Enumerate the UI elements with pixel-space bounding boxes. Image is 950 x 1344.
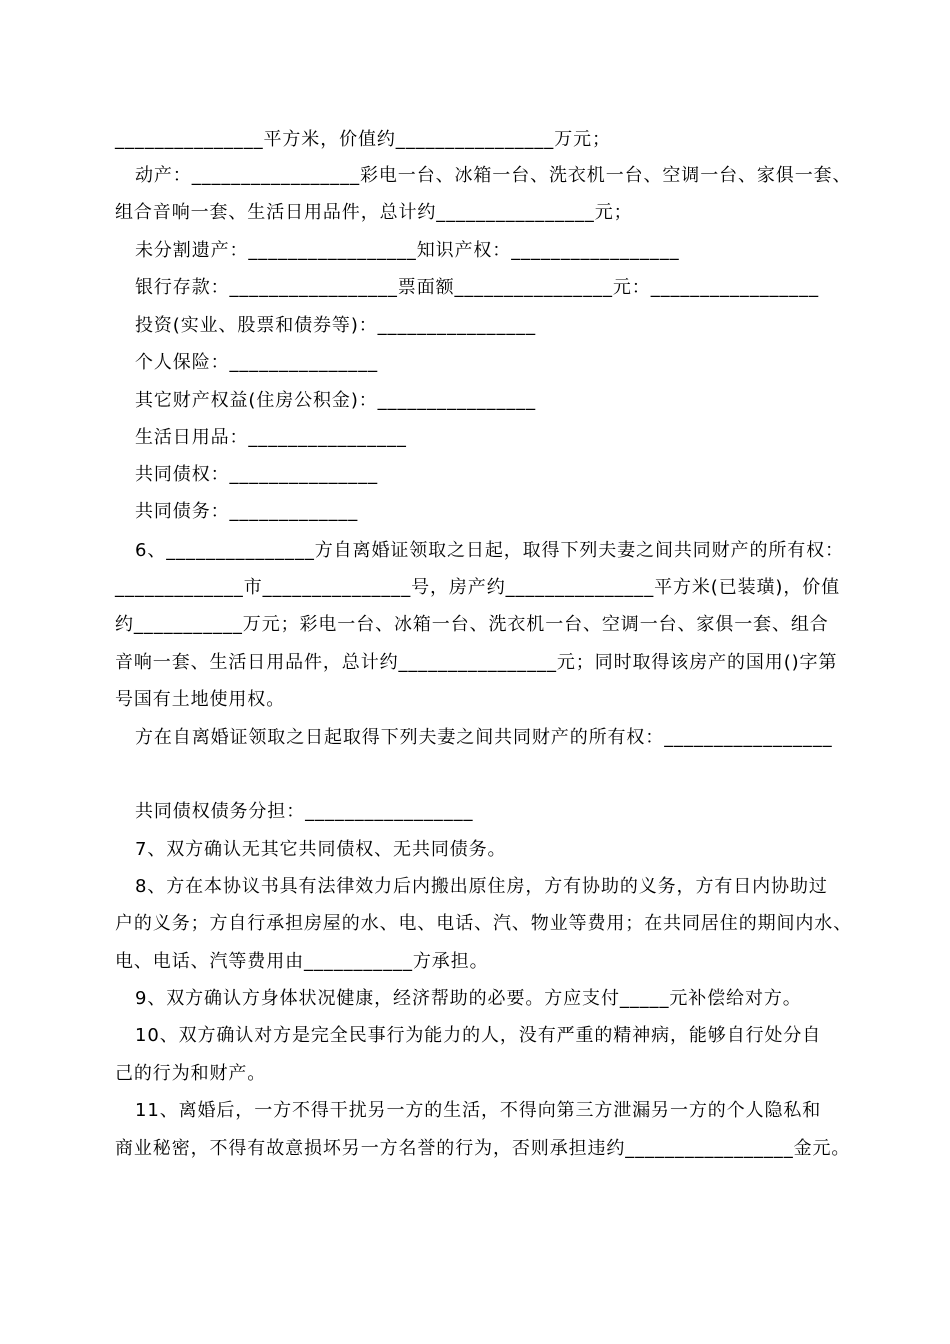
text-line: 己的行为和财产。: [115, 1063, 267, 1084]
text-line: 方在自离婚证领取之日起取得下列夫妻之间共同财产的所有权：_________________: [135, 727, 833, 748]
text-line: 共同债务：_____________: [135, 501, 359, 522]
text-line: 户的义务；方自行承担房屋的水、电、电话、汽、物业等费用；在共同居住的期间内水、: [115, 913, 853, 934]
text-line: 商业秘密，不得有故意损坏另一方名誉的行为，否则承担违约_________________金元。: [115, 1138, 851, 1159]
text-line: 银行存款：_________________票面额________________元：_________________: [135, 277, 819, 298]
text-line: 投资(实业、股票和债券等)：________________: [135, 315, 537, 336]
text-line: 未分割遗产：_________________知识产权：_________________: [135, 240, 680, 261]
text-line: 共同债权：_______________: [135, 464, 378, 485]
text-line: _______________平方米，价值约________________万元；: [115, 129, 611, 150]
text-line: 组合音响一套、生活日用品件，总计约________________元；: [115, 202, 633, 223]
text-line: 8、方在本协议书具有法律效力后内搬出原住房，方有协助的义务，方有日内协助过: [135, 876, 828, 897]
text-line: 号国有土地使用权。: [115, 689, 286, 710]
text-line: 10、双方确认对方是完全民事行为能力的人，没有严重的精神病，能够自行处分自: [135, 1025, 822, 1046]
text-line: 共同债权债务分担：_________________: [135, 801, 474, 822]
text-line: 9、双方确认方身体状况健康，经济帮助的必要。方应支付_____元补偿给对方。: [135, 988, 802, 1009]
text-line: 7、双方确认无其它共同债权、无共同债务。: [135, 839, 507, 860]
text-line: 约___________万元；彩电一台、冰箱一台、洗衣机一台、空调一台、家俱一套、组合: [115, 614, 829, 635]
text-line: 11、离婚后，一方不得干扰另一方的生活，不得向第三方泄漏另一方的个人隐私和: [135, 1100, 822, 1121]
text-line: 动产：_________________彩电一台、冰箱一台、洗衣机一台、空调一台、家俱一套、: [135, 165, 852, 186]
text-line: 音响一套、生活日用品件，总计约________________元；同时取得该房产的国用()字第: [115, 652, 838, 673]
text-line: 6、_______________方自离婚证领取之日起，取得下列夫妻之间共同财产的所有权：: [135, 540, 844, 561]
text-line: 个人保险：_______________: [135, 352, 378, 373]
text-line: _____________市_______________号，房产约_______________平方米(已装璜)，价值: [115, 577, 841, 598]
text-line: 其它财产权益(住房公积金)：________________: [135, 390, 537, 411]
text-line: 电、电话、汽等费用由___________方承担。: [115, 951, 489, 972]
text-line: 生活日用品：________________: [135, 427, 407, 448]
